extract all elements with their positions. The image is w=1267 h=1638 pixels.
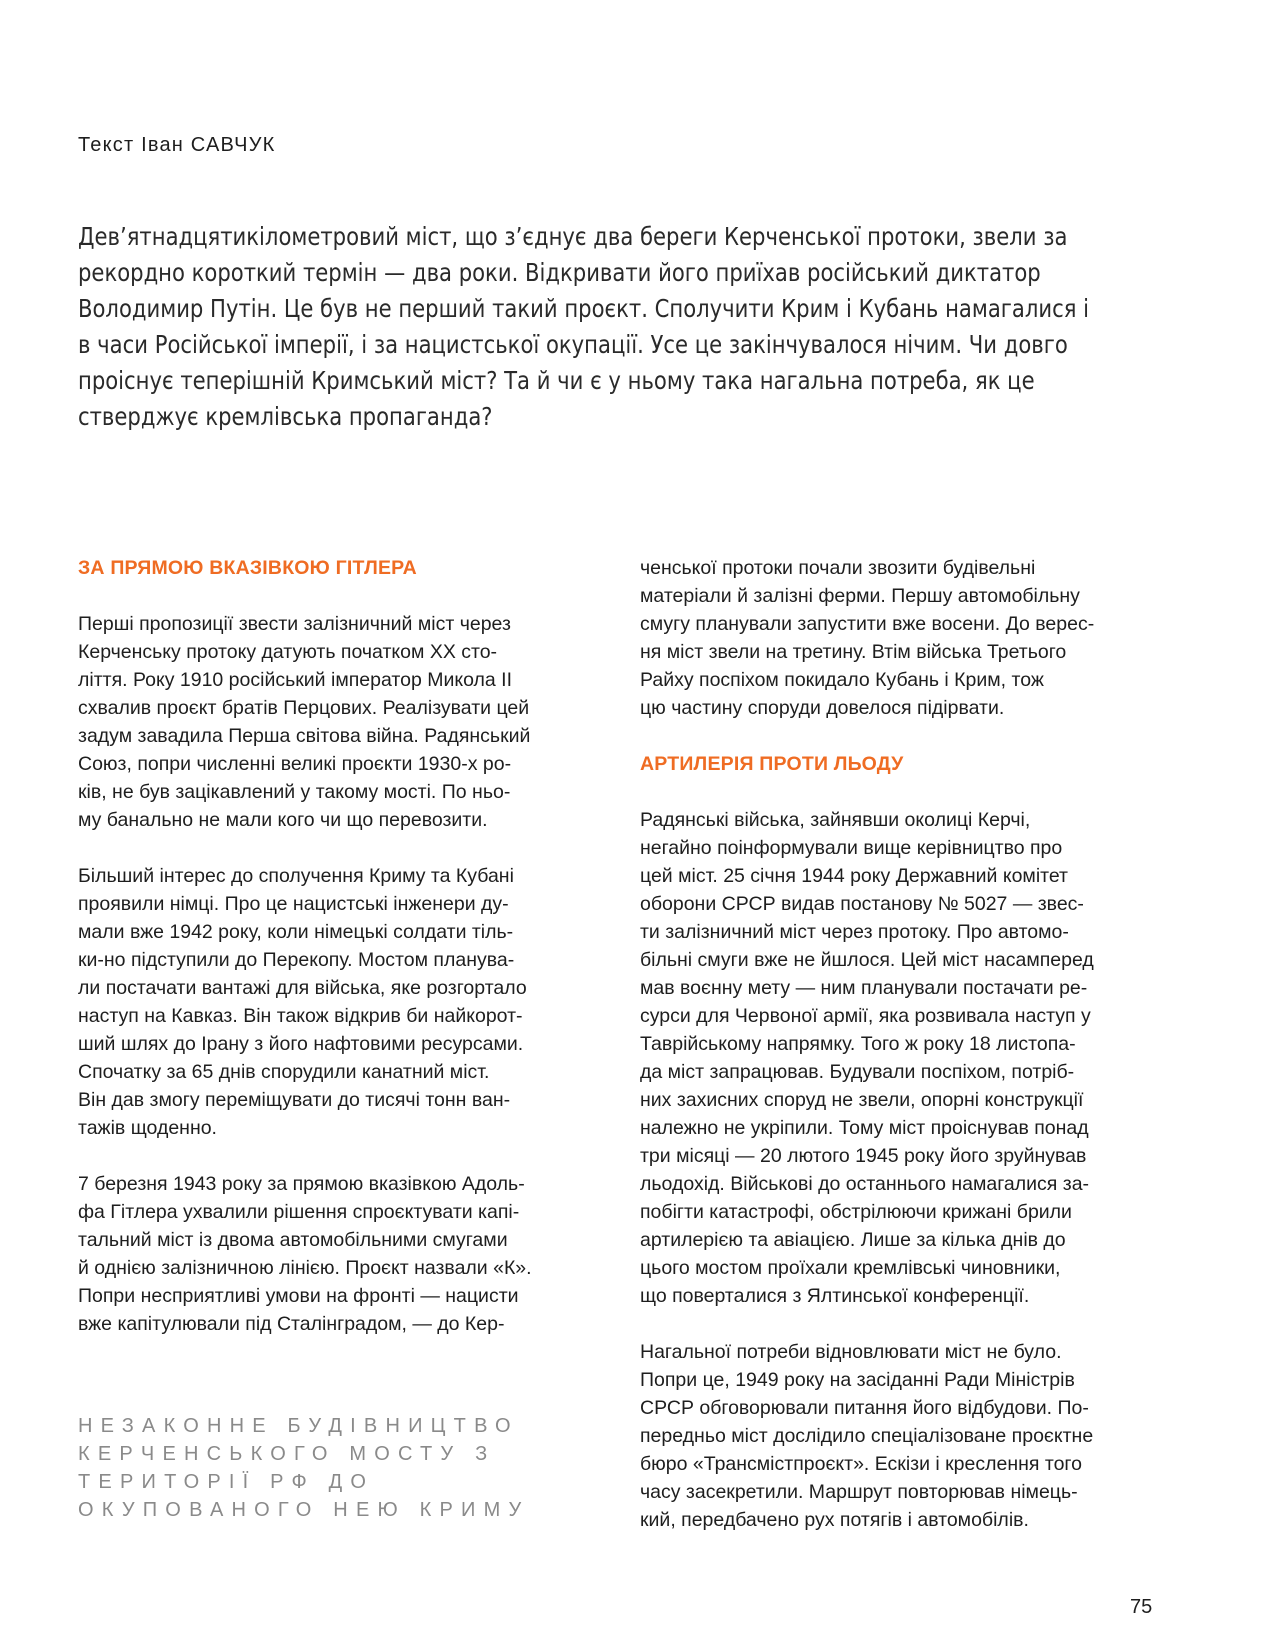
lead-line: в часи Російської імперії, і за нацистської окупації. Усе це закінчувалося нічим. Чи довго [78, 330, 1068, 359]
text-line: СРСР обговорювали питання його відбудови. По- [640, 1397, 1089, 1419]
text-line: негайно поінформували вище керівництво про [640, 837, 1063, 859]
paragraph-gap [78, 582, 598, 610]
paragraph-gap [78, 1142, 598, 1170]
text-line: тажів щоденно. [78, 1117, 217, 1139]
body-paragraph [640, 806, 1160, 1310]
text-line: Таврійському напрямку. Того ж року 18 листопа- [640, 1033, 1076, 1055]
body-paragraph [78, 610, 598, 834]
text-line: більні смуги вже не йшлося. Цей міст насамперед [640, 949, 1094, 971]
text-line: передньо міст дослідило спеціалізоване проєктне [640, 1425, 1094, 1447]
text-line: наступ на Кавказ. Він також відкрив би найкорот- [78, 1005, 523, 1027]
text-line: ли постачати вантажі для війська, яке розгортало [78, 977, 527, 999]
author-byline: Текст Іван САВЧУК [78, 134, 276, 156]
text-line: Нагальної потреби відновлювати міст не було. [640, 1341, 1062, 1363]
text-line: му банально не мали кого чи що перевозити. [78, 809, 488, 831]
right-column [640, 554, 1160, 1534]
body-paragraph [78, 862, 598, 1142]
text-line: Райху поспіхом покидало Кубань і Крим, тож [640, 669, 1044, 691]
text-line: мали вже 1942 року, коли німецькі солдати тіль- [78, 921, 514, 943]
page-number: 75 [1130, 1596, 1153, 1618]
text-line: матеріали й залізні ферми. Першу автомобільну [640, 585, 1080, 607]
text-line: Керченську протоку датують початком XX сто- [78, 641, 498, 663]
text-line: мав воєнну мету — ним планували постачати ре- [640, 977, 1088, 999]
text-line: Спочатку за 65 днів спорудили канатний міст. [78, 1061, 490, 1083]
text-line: да міст запрацював. Будували поспіхом, потріб- [640, 1061, 1075, 1083]
text-line: них захисних споруд не звели, опорні конструкції [640, 1089, 1084, 1111]
lead-line: Дев’ятнадцятикілометровий міст, що з’єднує два береги Керченської протоки, звели за [78, 222, 1068, 251]
left-column [78, 554, 598, 1338]
text-line: Він дав змогу переміщувати до тисячі тонн ван- [78, 1089, 511, 1111]
text-line: тальний міст із двома автомобільними смугами [78, 1229, 508, 1251]
text-line: вже капітулювали під Сталінградом, — до Кер- [78, 1313, 505, 1335]
text-line: сурси для Червоної армії, яка розвивала наступ у [640, 1005, 1091, 1027]
lead-line: проіснує теперішній Кримський міст? Та й чи є у ньому така нагальна потреба, як це [78, 366, 1035, 395]
text-line: ший шлях до Ірану з його нафтовими ресурсами. [78, 1033, 524, 1055]
text-line: ти залізничний міст через протоку. Про автомо- [640, 921, 1069, 943]
lead-line: рекордно короткий термін — два роки. Відкривати його приїхав російський диктатор [78, 258, 1041, 287]
body-paragraph [78, 1170, 598, 1338]
text-line: проявили німці. Про це нацистські інженери ду- [78, 893, 509, 915]
text-line: Радянські війська, зайнявши околиці Керчі, [640, 809, 1031, 831]
text-line: оборони СРСР видав постанову № 5027 — звес- [640, 893, 1084, 915]
text-line: цього мостом проїхали кремлівські чиновники, [640, 1257, 1061, 1279]
text-line: Перші пропозиції звести залізничний міст через [78, 613, 511, 635]
text-line: Більший інтерес до сполучення Криму та Кубані [78, 865, 514, 887]
lead-line: стверджує кремлівська пропаганда? [78, 402, 493, 431]
text-line: задум завадила Перша світова війна. Радянський [78, 725, 531, 747]
paragraph-gap [640, 778, 1160, 806]
text-line: Попри несприятливі умови на фронті — нацисти [78, 1285, 519, 1307]
text-line: три місяці — 20 лютого 1945 року його зруйнував [640, 1145, 1087, 1167]
text-line: бюро «Трансмістпроєкт». Ескізи і креслення того [640, 1453, 1082, 1475]
text-line: артилерією та авіацією. Лише за кілька днів до [640, 1229, 1066, 1251]
body-paragraph [640, 1338, 1160, 1534]
text-line: ліття. Року 1910 російський імператор Микола ІІ [78, 669, 512, 691]
text-line: ків, не був зацікавлений у такому мості. По ньо- [78, 781, 511, 803]
text-line: належно не укріпили. Тому міст проіснував понад [640, 1117, 1089, 1139]
paragraph-gap [640, 722, 1160, 750]
pull-quote-line: КЕРЧЕНСЬКОГО МОСТУ З [78, 1443, 496, 1465]
text-line: фа Гітлера ухвалили рішення спроєктувати капі- [78, 1201, 520, 1223]
text-line: кий, передбачено рух потягів і автомобілів. [640, 1509, 1029, 1531]
text-line: смугу планували запустити вже восени. До верес- [640, 613, 1095, 635]
text-line: ченської протоки почали звозити будівельні [640, 557, 1036, 579]
text-line: 7 березня 1943 року за прямою вказівкою Адоль- [78, 1173, 525, 1195]
pull-quote-line: НЕЗАКОННЕ БУДІВНИЦТВО [78, 1415, 519, 1437]
paragraph-gap [640, 1310, 1160, 1338]
text-line: льодохід. Військові до останнього намагалися за- [640, 1173, 1090, 1195]
text-line: побігти катастрофі, обстрілюючи крижані брили [640, 1201, 1072, 1223]
body-paragraph-continued [640, 554, 1160, 722]
pull-quote-line: ТЕРИТОРІЇ РФ ДО [78, 1471, 375, 1493]
pull-quote-line: ОКУПОВАНОГО НЕЮ КРИМУ [78, 1499, 530, 1521]
text-line: Союз, попри численні великі проєкти 1930-х ро- [78, 753, 512, 775]
pull-quote [78, 1412, 529, 1524]
paragraph-gap [78, 834, 598, 862]
text-line: Попри це, 1949 року на засіданні Ради Міністрів [640, 1369, 1075, 1391]
text-line: ки-но підступили до Перекопу. Мостом планува- [78, 949, 515, 971]
text-line: цю частину споруди довелося підірвати. [640, 697, 1005, 719]
lead-paragraph [78, 219, 1090, 435]
text-line: схвалив проєкт братів Перцових. Реалізувати цей [78, 697, 530, 719]
text-line: ня міст звели на третину. Втім війська Третього [640, 641, 1067, 663]
text-line: що поверталися з Ялтинської конференції. [640, 1285, 1030, 1307]
section-heading-hitler: ЗА ПРЯМОЮ ВКАЗІВКОЮ ГІТЛЕРА [78, 557, 417, 579]
lead-line: Володимир Путін. Це був не перший такий проєкт. Сполучити Крим і Кубань намагалися і [78, 294, 1090, 323]
text-line: й однією залізничною лінією. Проєкт назвали «К». [78, 1257, 532, 1279]
text-line: цей міст. 25 січня 1944 року Державний комітет [640, 865, 1068, 887]
text-line: часу засекретили. Маршрут повторював німець- [640, 1481, 1078, 1503]
section-heading-artillery: АРТИЛЕРІЯ ПРОТИ ЛЬОДУ [640, 753, 904, 775]
